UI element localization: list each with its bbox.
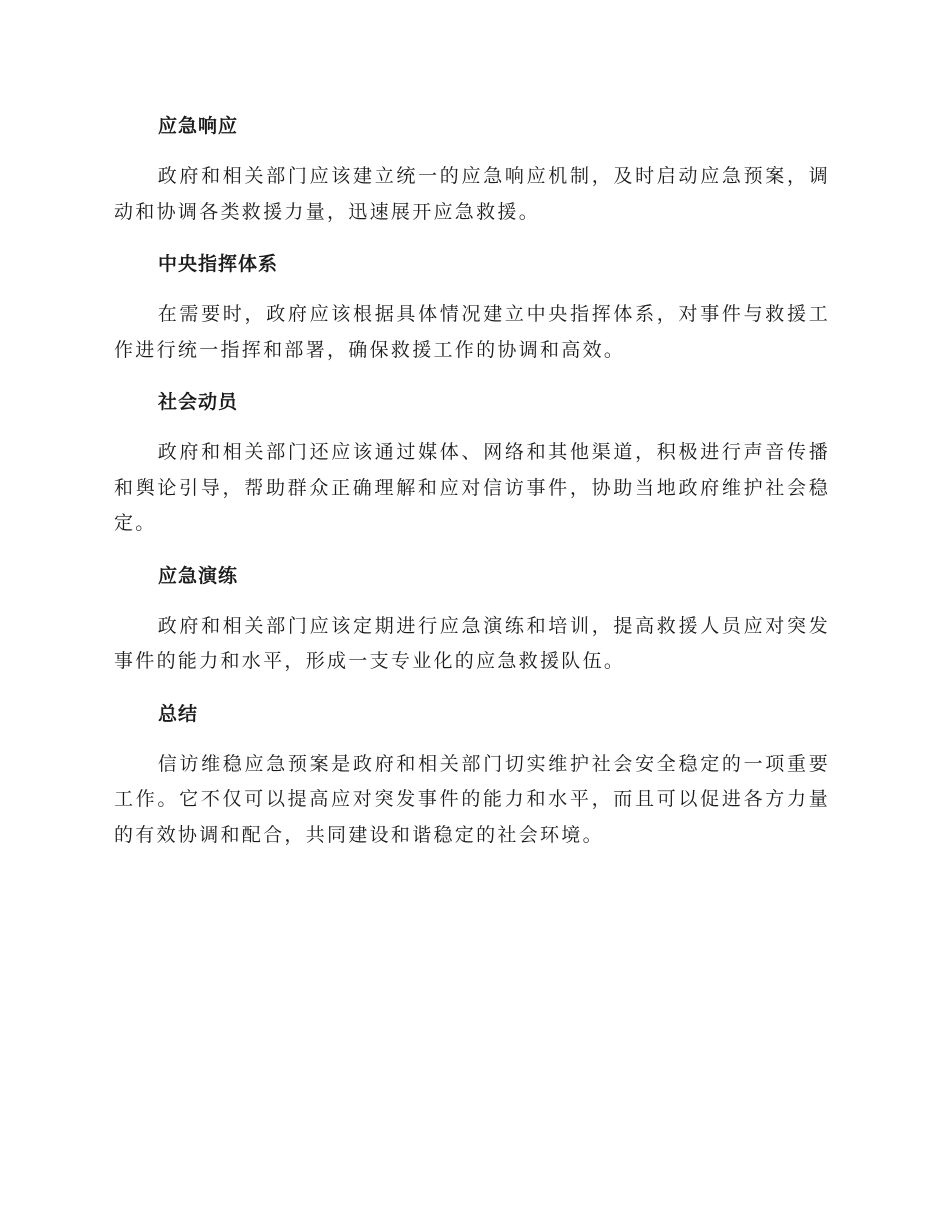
section-paragraph: 信访维稳应急预案是政府和相关部门切实维护社会安全稳定的一项重要工作。它不仅可以提高应对突发事件的能力和水平，而且可以促进各方力量的有效协调和配合，共同建设和谐稳定的社会环境。 xyxy=(114,752,830,846)
section-heading: 应急响应 xyxy=(158,115,239,137)
section-paragraph: 在需要时，政府应该根据具体情况建立中央指挥体系，对事件与救援工作进行统一指挥和部署，确保救援工作的协调和高效。 xyxy=(114,303,830,361)
section-heading: 总结 xyxy=(158,702,199,725)
section-paragraph: 政府和相关部门应该建立统一的应急响应机制，及时启动应急预案，调动和协调各类救援力量，迅速展开应急救援。 xyxy=(114,165,830,223)
section-paragraph: 政府和相关部门应该定期进行应急演练和培训，提高救援人员应对突发事件的能力和水平，形成一支专业化的应急救援队伍。 xyxy=(114,614,830,672)
section-emergency-drill xyxy=(114,556,830,680)
section-social-mobilization xyxy=(114,382,830,542)
section-paragraph: 政府和相关部门还应该通过媒体、网络和其他渠道，积极进行声音传播和舆论引导，帮助群众正确理解和应对信访事件，协助当地政府维护社会稳定。 xyxy=(114,441,830,534)
section-summary xyxy=(114,694,830,854)
section-emergency-response xyxy=(114,106,830,230)
document-page xyxy=(114,106,830,867)
section-heading: 应急演练 xyxy=(158,564,239,587)
section-central-command xyxy=(114,244,830,368)
section-heading: 社会动员 xyxy=(158,391,239,413)
section-heading: 中央指挥体系 xyxy=(158,253,279,275)
